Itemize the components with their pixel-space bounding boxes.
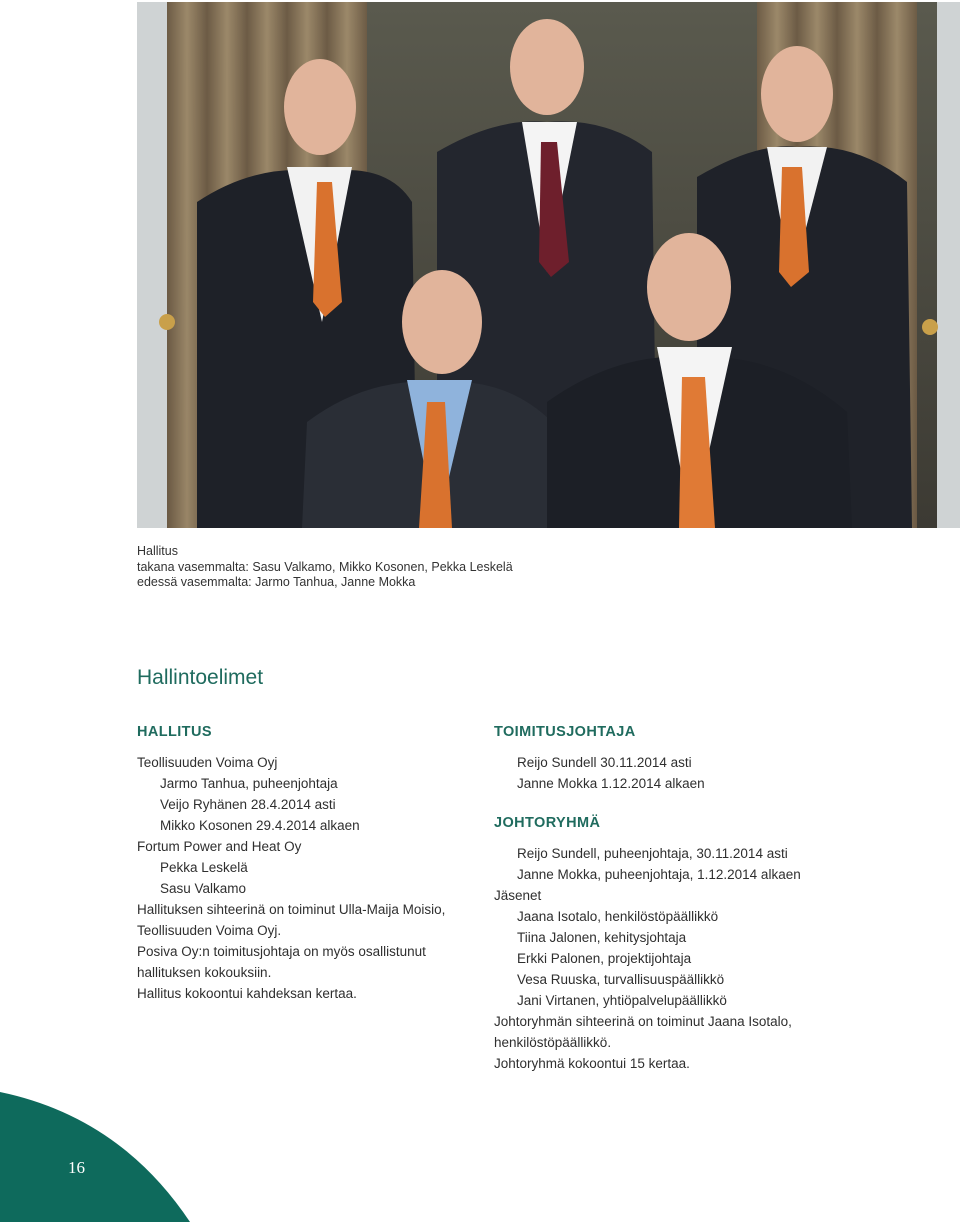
board-photo xyxy=(137,2,960,528)
johtoryhma-line: Tiina Jalonen, kehitysjohtaja xyxy=(517,930,687,945)
page-number: 16 xyxy=(68,1158,85,1177)
toimitusjohtaja-line: Janne Mokka 1.12.2014 alkaen xyxy=(517,776,705,791)
toimitusjohtaja-line: Reijo Sundell 30.11.2014 asti xyxy=(517,755,692,770)
hallitus-line: Pekka Leskelä xyxy=(160,860,248,875)
caption-title: Hallitus xyxy=(137,544,178,558)
photo-caption xyxy=(137,544,513,591)
johtoryhma-line: Erkki Palonen, projektijohtaja xyxy=(517,951,692,966)
johtoryhma-lines xyxy=(494,843,824,1074)
johtoryhma-title: JOHTORYHMÄ xyxy=(494,815,601,831)
hallitus-section xyxy=(137,722,477,1004)
hallitus-line: Mikko Kosonen 29.4.2014 alkaen xyxy=(160,818,360,833)
hallitus-title: HALLITUS xyxy=(137,724,212,740)
management-section xyxy=(494,722,824,1074)
caption-front-row: edessä vasemmalta: Jarmo Tanhua, Janne Mokka xyxy=(137,575,416,589)
corner-shape xyxy=(0,1092,190,1222)
hallitus-line: hallituksen kokouksiin. xyxy=(137,965,272,980)
caption-back-row: takana vasemmalta: Sasu Valkamo, Mikko Kosonen, Pekka Leskelä xyxy=(137,559,513,574)
hallitus-line: Fortum Power and Heat Oy xyxy=(137,839,302,854)
johtoryhma-line: Janne Mokka, puheenjohtaja, 1.12.2014 alkaen xyxy=(517,867,801,882)
hallitus-line: Hallituksen sihteerinä on toiminut Ulla-Maija Moisio, xyxy=(137,902,446,917)
hallitus-line: Teollisuuden Voima Oyj. xyxy=(137,923,282,938)
hallitus-lines xyxy=(137,752,477,1004)
hallitus-line: Teollisuuden Voima Oyj xyxy=(137,755,278,770)
johtoryhma-line: Jani Virtanen, yhtiöpalvelupäällikkö xyxy=(517,993,727,1008)
hallitus-line: Jarmo Tanhua, puheenjohtaja xyxy=(160,776,338,791)
johtoryhma-line: Vesa Ruuska, turvallisuuspäällikkö xyxy=(517,972,725,987)
johtoryhma-line: Reijo Sundell, puheenjohtaja, 30.11.2014 asti xyxy=(517,846,788,861)
hallitus-line: Sasu Valkamo xyxy=(160,881,247,896)
johtoryhma-line: henkilöstöpäällikkö. xyxy=(494,1035,612,1050)
johtoryhma-line: Johtoryhmän sihteerinä on toiminut Jaana Isotalo, xyxy=(494,1014,792,1029)
hallitus-line: Veijo Ryhänen 28.4.2014 asti xyxy=(160,797,336,812)
hallitus-line: Hallitus kokoontui kahdeksan kertaa. xyxy=(137,986,357,1001)
corner-decoration xyxy=(0,1092,190,1222)
toimitusjohtaja-lines xyxy=(494,752,824,794)
johtoryhma-line: Jaana Isotalo, henkilöstöpäällikkö xyxy=(517,909,719,924)
board-group-photo-icon xyxy=(137,2,960,528)
johtoryhma-line: Johtoryhmä kokoontui 15 kertaa. xyxy=(494,1056,690,1071)
page-heading: Hallintoelimet xyxy=(137,666,264,689)
hallitus-line: Posiva Oy:n toimitusjohtaja on myös osallistunut xyxy=(137,944,426,959)
johtoryhma-line: Jäsenet xyxy=(494,888,542,903)
toimitusjohtaja-title: TOIMITUSJOHTAJA xyxy=(494,724,636,740)
